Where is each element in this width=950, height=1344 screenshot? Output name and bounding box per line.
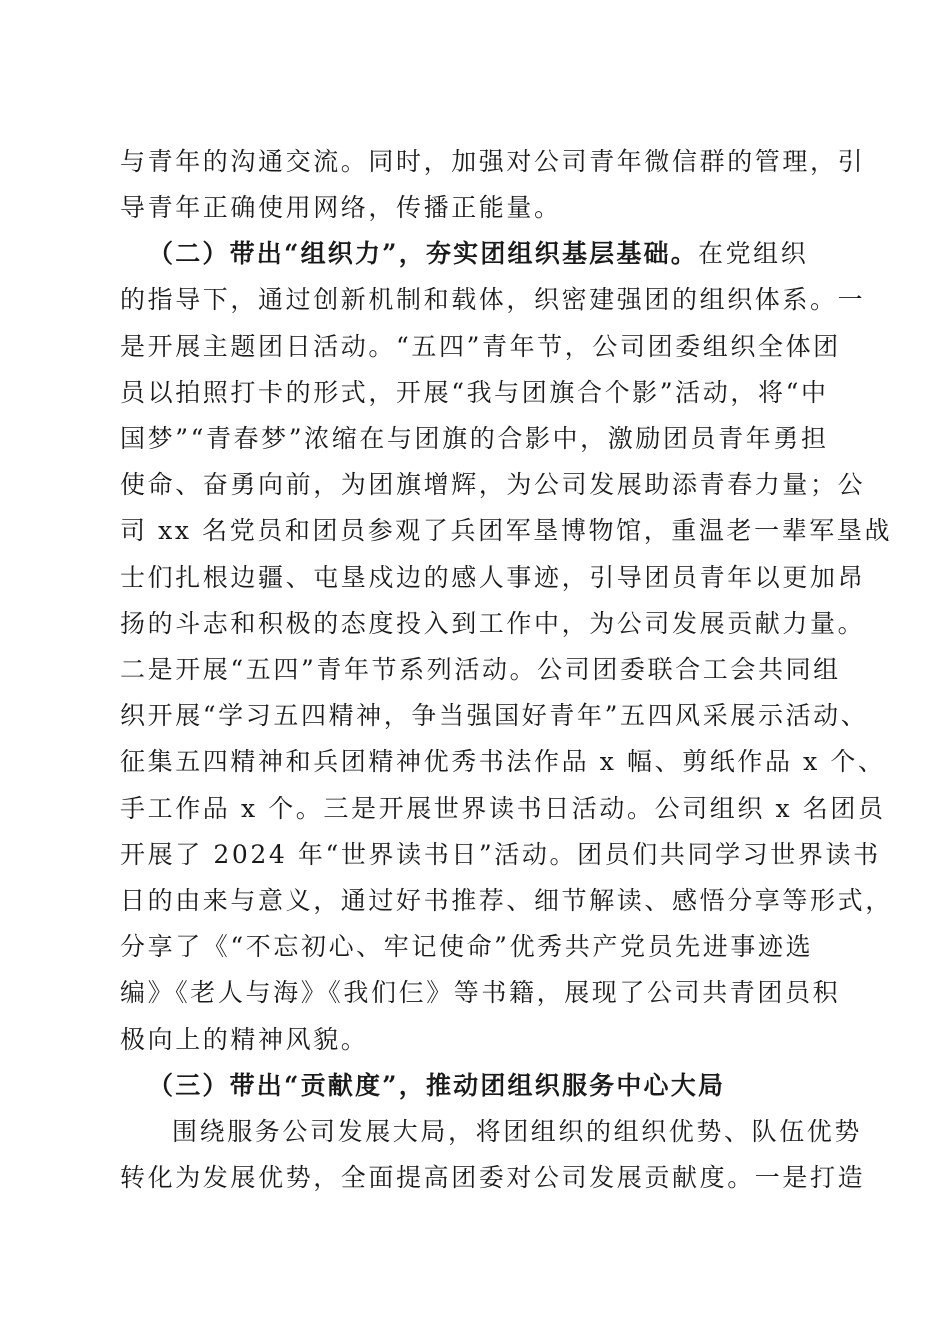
paragraph-line: 手工作品 x 个。三是开展世界读书日活动。公司组织 x 名团员 (120, 794, 886, 823)
paragraph-line: 二是开展“五四”青年节系列活动。公司团委联合工会共同组 (120, 655, 841, 684)
paragraph-line: 是开展主题团日活动。“五四”青年节，公司团委组织全体团 (120, 332, 841, 361)
paragraph-line: 分享了《“不忘初心、牢记使命”优秀共产党员先进事迹选 (120, 932, 814, 961)
paragraph-line: 日的由来与意义，通过好书推荐、细节解读、感悟分享等形式， (120, 886, 893, 915)
paragraph-line: 扬的斗志和积极的态度投入到工作中，为公司发展贡献力量。 (120, 609, 866, 638)
paragraph-line: 士们扎根边疆、屯垦戍边的感人事迹，引导团员青年以更加昂 (120, 563, 866, 592)
paragraph-line: 与青年的沟通交流。同时，加强对公司青年微信群的管理，引 (120, 147, 866, 176)
paragraph-line: 开展了 2024 年“世界读书日”活动。团员们共同学习世界读书 (120, 840, 881, 869)
paragraph-line: 使命、奋勇向前，为团旗增辉，为公司发展助添青春力量；公 (120, 470, 866, 499)
section-heading-2: （二）带出“组织力”，夯实团组织基层基础。 (148, 239, 698, 268)
paragraph-line: 导青年正确使用网络，传播正能量。 (120, 193, 562, 222)
section-heading-3: （三）带出“贡献度”，推动团组织服务中心大局 (148, 1071, 726, 1100)
paragraph-line: 的指导下，通过创新机制和载体，织密建强团的组织体系。一 (120, 285, 866, 314)
paragraph-line: 极向上的精神风貌。 (120, 1025, 369, 1054)
paragraph-line: 织开展“学习五四精神，争当强国好青年”五四风采展示活动、 (120, 701, 869, 730)
paragraph-line: 国梦”“青春梦”浓缩在与团旗的合影中，激励团员青年勇担 (120, 424, 829, 453)
paragraph-line: 征集五四精神和兵团精神优秀书法作品 x 幅、剪纸作品 x 个、 (120, 747, 886, 776)
paragraph-line: 编》《老人与海》《我们仨》等书籍，展现了公司共青团员积 (120, 978, 841, 1007)
paragraph-line: 转化为发展优势，全面提高团委对公司发展贡献度。一是打造 (120, 1163, 866, 1192)
paragraph-line: 围绕服务公司发展大局，将团组织的组织优势、队伍优势 (172, 1117, 863, 1146)
paragraph-line: 员以拍照打卡的形式，开展“我与团旗合个影”活动，将“中 (120, 378, 829, 407)
section-heading-line (148, 238, 808, 270)
paragraph-line: 司 xx 名党员和团员参观了兵团军垦博物馆，重温老一辈军垦战 (120, 516, 893, 545)
paragraph-text: 在党组织 (697, 239, 809, 268)
